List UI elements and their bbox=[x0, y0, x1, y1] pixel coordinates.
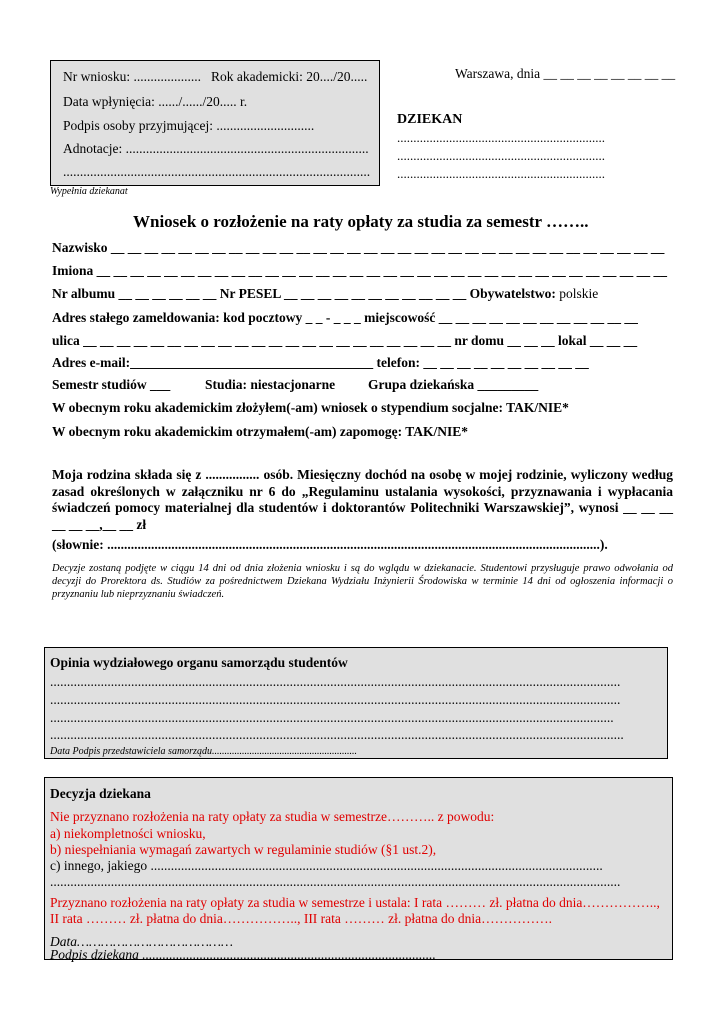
place-date: Warszawa, dnia __ __ __ __ __ __ __ __ bbox=[455, 66, 676, 81]
opinion-line-2: ......................................................................................................................................................................... bbox=[50, 692, 621, 707]
amount-in-words: (słownie: ..................................................................................................................................................). bbox=[52, 537, 608, 552]
office-notes-cont: ........................................................................................... bbox=[63, 164, 371, 179]
email-phone-field: Adres e-mail:____________________________________ telefon: __ __ __ __ __ __ __ __ __ __ bbox=[52, 355, 589, 370]
surname-field: Nazwisko __ __ __ __ __ __ __ __ __ __ __ __ __ __ __ __ __ __ __ __ __ __ __ __ __ __ __ __ __ __ __ __ __ bbox=[52, 240, 665, 255]
semester-field: Semestr studiów ___ bbox=[52, 377, 171, 392]
opinion-line-1: ......................................................................................................................................................................... bbox=[50, 674, 621, 689]
opinion-signature: Data Podpis przedstawiciela samorządu.......................................................... bbox=[50, 746, 357, 757]
received-date: Data wpłynięcia: ....../....../20..... r. bbox=[63, 94, 248, 109]
citizenship-value: polskie bbox=[555, 286, 599, 301]
opinion-title: Opinia wydziałowego organu samorządu studentów bbox=[50, 655, 348, 670]
office-notes: Adnotacje: ........................................................................ bbox=[63, 141, 369, 156]
academic-year: Rok akademicki: 20..../20..... bbox=[211, 69, 368, 84]
decision-title: Decyzja dziekana bbox=[50, 786, 151, 801]
opinion-line-4: .......................................................................................................................................................................... bbox=[50, 727, 624, 742]
granted-line-2: II rata ……… zł. płatna do dnia…………….., III rata ……… zł. płatna do dnia……………. bbox=[50, 911, 553, 926]
dean-group-field: Grupa dziekańska _________ bbox=[368, 377, 539, 392]
album-pesel-citizenship-field: Nr albumu __ __ __ __ __ __ Nr PESEL __ __ __ __ __ __ __ __ __ __ __ Obywatelstwo: polskie bbox=[52, 286, 599, 301]
decision-date: Data………………………………… bbox=[50, 934, 234, 949]
street-field: ulica __ __ __ __ __ __ __ __ __ __ __ __ __ __ __ __ __ __ __ __ __ __ nr domu __ __ __ lokal __ __ __ bbox=[52, 333, 638, 348]
office-box-caption: Wypełnia dziekanat bbox=[50, 186, 128, 197]
addressee: DZIEKAN bbox=[397, 112, 463, 127]
opinion-line-3: ....................................................................................................................................................................... bbox=[50, 710, 614, 725]
names-field: Imiona __ __ __ __ __ __ __ __ __ __ __ __ __ __ __ __ __ __ __ __ __ __ __ __ __ __ __ __ __ __ __ __ __ __ bbox=[52, 263, 668, 278]
income-paragraph: Moja rodzina składa się z ................ osób. Miesięczny dochód na osobę w mojej rodzinie, wyliczony według zasad określonych w załączniku nr 6 do „Regulaminu ustalania wysokości, przyznawania i wypłacania świadczeń pomocy materialnej dla studentów i doktorantów Politechniki Warszawskiej”, wynosi __ __ __ __ __ __,__ __ zł bbox=[52, 467, 673, 532]
student-council-opinion-box bbox=[44, 647, 668, 759]
allowance-question: W obecnym roku akademickim otrzymałem(-am) zapomogę: TAK/NIE* bbox=[52, 424, 468, 439]
address-line-2: ................................................................ bbox=[397, 148, 605, 163]
form-title: Wniosek o rozłożenie na raty opłaty za studia za semestr …….. bbox=[133, 212, 589, 231]
study-mode: Studia: niestacjonarne bbox=[205, 377, 336, 392]
address-line-3: ................................................................ bbox=[397, 166, 605, 181]
reason-a: a) niekompletności wniosku, bbox=[50, 826, 206, 841]
address-field: Adres stałego zameldowania: kod pocztowy _ _ - _ _ _ miejscowość __ __ __ __ __ __ __ __ __ __ __ __ bbox=[52, 310, 638, 325]
decision-note: Decyzje zostaną podjęte w ciągu 14 dni od dnia złożenia wniosku i są do wglądu w dziekanacie. Studentowi przysługuje prawo odwołania od decyzji do Prorektora ds. Studiów za pośrednictwem Dziekana Wydziału Inżynierii Środowiska w terminie 14 dni od ogłoszenia informacji o przyznaniu lub nieprzyznaniu świadczeń. bbox=[52, 563, 673, 600]
granted-line-1: Przyznano rozłożenia na raty opłaty za studia w semestrze i ustala: I rata ……… zł. płatna do dnia…………….., bbox=[50, 895, 660, 910]
receiver-signature: Podpis osoby przyjmującej: ............................. bbox=[63, 118, 315, 133]
reason-b: b) niespełniania wymagań zawartych w regulaminie studiów (§1 ust.2), bbox=[50, 842, 437, 857]
reason-c-cont: ......................................................................................................................................................................... bbox=[50, 874, 621, 889]
address-line-1: ................................................................ bbox=[397, 130, 605, 145]
refusal-statement: Nie przyznano rozłożenia na raty opłaty za studia w semestrze……….. z powodu: bbox=[50, 809, 495, 824]
dean-decision-box bbox=[44, 777, 673, 960]
reason-c: c) innego, jakiego ...................................................................................................................................... bbox=[50, 858, 603, 873]
office-use-box bbox=[50, 60, 380, 186]
dean-signature: Podpis dziekana ....................................................................................... bbox=[50, 947, 436, 962]
application-number: Nr wniosku: .................... bbox=[63, 69, 201, 84]
scholarship-question: W obecnym roku akademickim złożyłem(-am) wniosek o stypendium socjalne: TAK/NIE* bbox=[52, 400, 569, 415]
